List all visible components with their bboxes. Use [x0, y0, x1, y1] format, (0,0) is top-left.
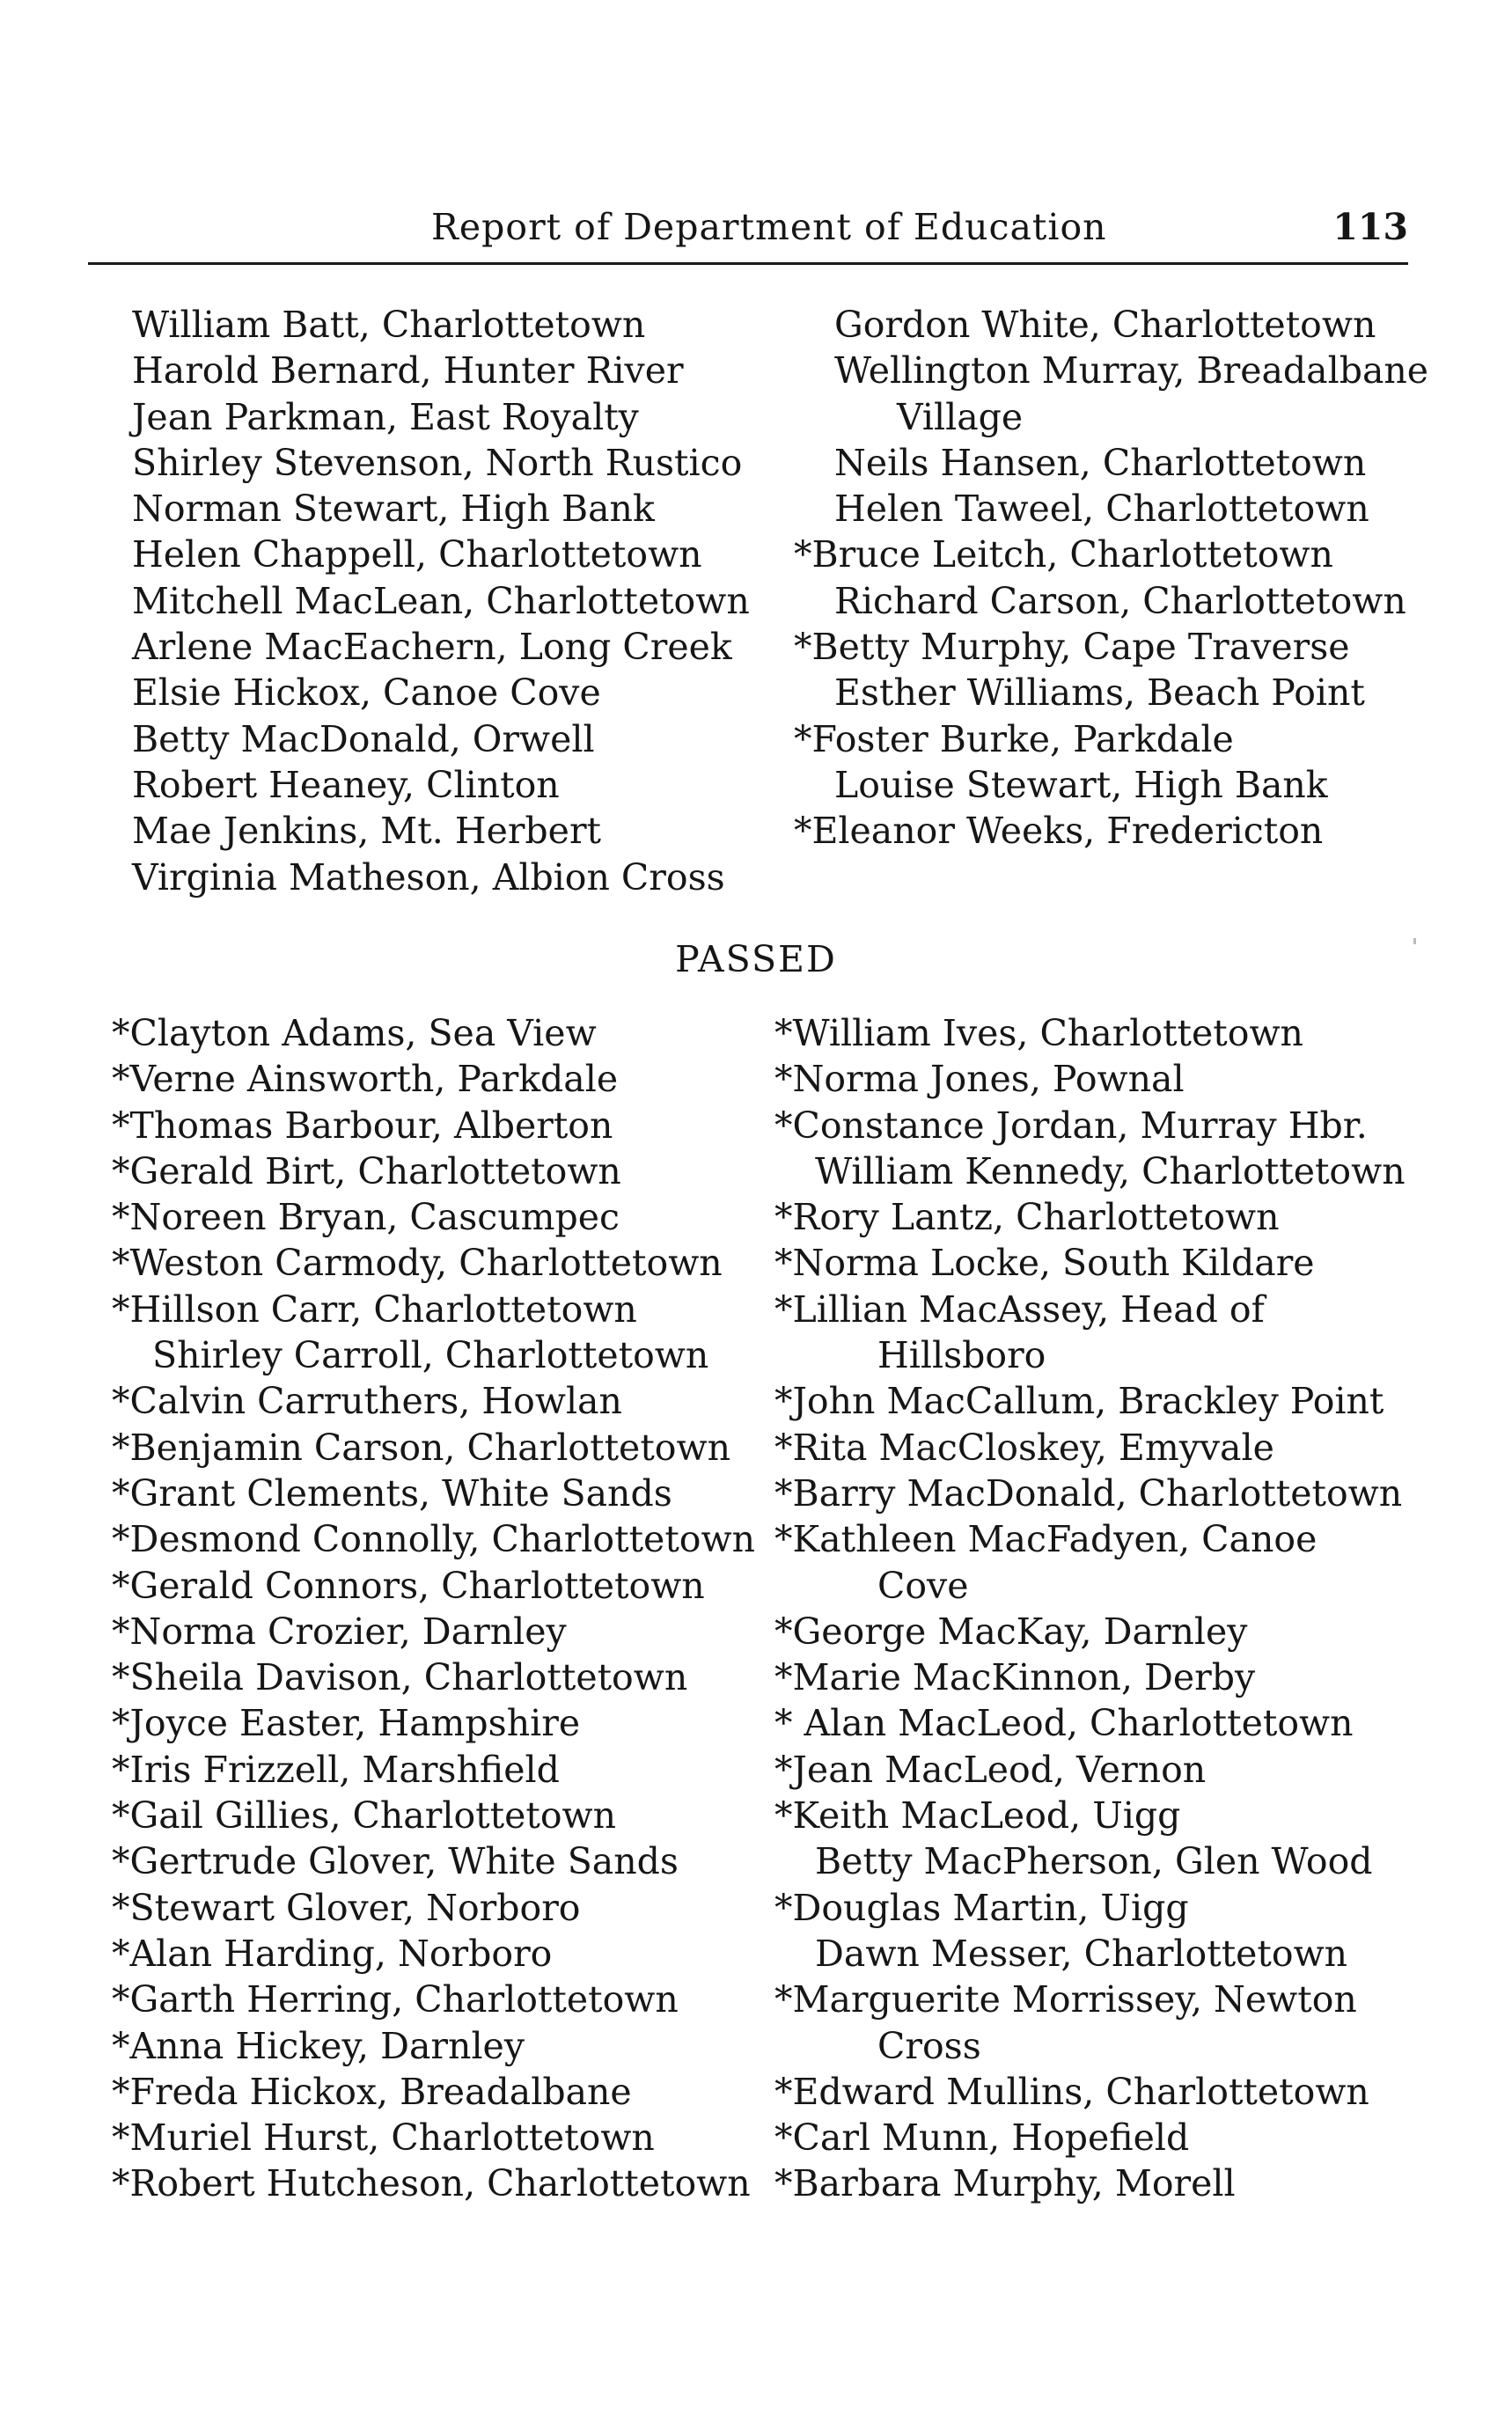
- page-number: 113: [1332, 206, 1408, 248]
- list-entry: Jean Parkman, East Royalty: [132, 395, 639, 438]
- list-entry: *Norma Crozier, Darnley: [112, 1610, 567, 1653]
- list-entry: Richard Carson, Charlottetown: [834, 579, 1406, 622]
- list-entry: *Norma Locke, South Kildare: [774, 1242, 1315, 1285]
- list-entry: *Benjamin Carson, Charlottetown: [112, 1426, 730, 1469]
- list-entry: *Rita MacCloskey, Emyvale: [774, 1426, 1274, 1469]
- list-entry: *Gerald Connors, Charlottetown: [112, 1564, 705, 1607]
- list-entry: *Verne Ainsworth, Parkdale: [112, 1058, 619, 1101]
- page-speck: [1413, 938, 1416, 944]
- list-entry: *Marguerite Morrissey, Newton: [774, 1978, 1357, 2021]
- list-entry: Betty MacPherson, Glen Wood: [815, 1840, 1373, 1883]
- list-entry: *Robert Hutcheson, Charlottetown: [112, 2162, 751, 2205]
- top-list-right-column: [794, 302, 1428, 855]
- list-entry: Helen Chappell, Charlottetown: [132, 533, 702, 576]
- list-entry-continuation: Hillsboro: [877, 1334, 1046, 1377]
- list-entry: Helen Taweel, Charlottetown: [834, 488, 1369, 531]
- list-entry: *Desmond Connolly, Charlottetown: [112, 1518, 755, 1561]
- list-entry: *Iris Frizzell, Marshfield: [112, 1748, 560, 1791]
- list-entry: *Keith MacLeod, Uigg: [774, 1794, 1181, 1838]
- list-entry: *Muriel Hurst, Charlottetown: [112, 2116, 655, 2160]
- list-entry: Norman Stewart, High Bank: [132, 488, 655, 531]
- list-entry: *John MacCallum, Brackley Point: [774, 1380, 1384, 1423]
- list-entry: *Noreen Bryan, Cascumpec: [112, 1196, 620, 1239]
- passed-heading: PASSED: [675, 938, 837, 980]
- list-entry: William Batt, Charlottetown: [132, 304, 646, 346]
- list-entry: William Kennedy, Charlottetown: [815, 1149, 1406, 1192]
- list-entry: *Douglas Martin, Uigg: [774, 1886, 1189, 1929]
- passed-list-left-column: [112, 1010, 755, 2207]
- list-entry: Mitchell MacLean, Charlottetown: [132, 579, 750, 622]
- list-entry: *Alan Harding, Norboro: [112, 1932, 553, 1975]
- list-entry: *William Ives, Charlottetown: [774, 1012, 1303, 1054]
- list-entry: *Calvin Carruthers, Howlan: [112, 1380, 622, 1423]
- list-entry: *Lillian MacAssey, Head of: [774, 1287, 1265, 1331]
- list-entry: *Clayton Adams, Sea View: [112, 1012, 597, 1054]
- list-entry: Mae Jenkins, Mt. Herbert: [132, 810, 602, 853]
- list-entry: Neils Hansen, Charlottetown: [834, 441, 1367, 484]
- list-entry: *Edward Mullins, Charlottetown: [774, 2070, 1369, 2113]
- list-entry: *Carl Munn, Hopefield: [774, 2116, 1190, 2160]
- list-entry: *Garth Herring, Charlottetown: [112, 1978, 679, 2021]
- top-list-left-column: [132, 302, 750, 900]
- list-entry: *Norma Jones, Pownal: [774, 1058, 1185, 1101]
- passed-list-right-column: [774, 1010, 1406, 2207]
- list-entry: *Stewart Glover, Norboro: [112, 1886, 581, 1929]
- list-entry: *Grant Clements, White Sands: [112, 1471, 672, 1515]
- list-entry: *George MacKay, Darnley: [774, 1610, 1248, 1653]
- list-entry: *Foster Burke, Parkdale: [794, 717, 1234, 760]
- list-entry: *Barry MacDonald, Charlottetown: [774, 1471, 1403, 1515]
- list-entry: Elsie Hickox, Canoe Cove: [132, 671, 601, 715]
- list-entry: Wellington Murray, Breadalbane: [834, 349, 1429, 392]
- list-entry: *Hillson Carr, Charlottetown: [112, 1287, 637, 1331]
- list-entry: *Constance Jordan, Murray Hbr.: [774, 1104, 1368, 1147]
- list-entry: *Rory Lantz, Charlottetown: [774, 1196, 1280, 1239]
- list-entry: Gordon White, Charlottetown: [834, 304, 1376, 346]
- list-entry: *Barbara Murphy, Morell: [774, 2162, 1236, 2205]
- list-entry: Esther Williams, Beach Point: [834, 671, 1365, 715]
- list-entry: Dawn Messer, Charlottetown: [815, 1932, 1348, 1975]
- list-entry: *Anna Hickey, Darnley: [112, 2024, 525, 2067]
- list-entry: *Jean MacLeod, Vernon: [774, 1748, 1207, 1791]
- list-entry: Harold Bernard, Hunter River: [132, 349, 684, 392]
- list-entry: *Gertrude Glover, White Sands: [112, 1840, 679, 1883]
- list-entry: *Freda Hickox, Breadalbane: [112, 2070, 632, 2113]
- list-entry-continuation: Village: [897, 395, 1024, 438]
- list-entry: *Weston Carmody, Charlottetown: [112, 1242, 723, 1285]
- running-header-title: Report of Department of Education: [431, 206, 1107, 248]
- list-entry: *Sheila Davison, Charlottetown: [112, 1656, 688, 1699]
- list-entry: *Eleanor Weeks, Fredericton: [794, 810, 1324, 853]
- list-entry: *Marie MacKinnon, Derby: [774, 1656, 1256, 1699]
- list-entry: *Gerald Birt, Charlottetown: [112, 1149, 621, 1192]
- list-entry: *Bruce Leitch, Charlottetown: [794, 533, 1333, 576]
- list-entry: Betty MacDonald, Orwell: [132, 717, 595, 760]
- list-entry: * Alan MacLeod, Charlottetown: [774, 1702, 1354, 1745]
- list-entry: *Kathleen MacFadyen, Canoe: [774, 1518, 1317, 1561]
- list-entry-continuation: Cove: [877, 1564, 969, 1607]
- list-entry: *Betty Murphy, Cape Traverse: [794, 626, 1350, 669]
- list-entry: Arlene MacEachern, Long Creek: [132, 626, 732, 669]
- list-entry: Louise Stewart, High Bank: [834, 763, 1328, 806]
- list-entry: *Thomas Barbour, Alberton: [112, 1104, 613, 1147]
- list-entry: Shirley Carroll, Charlottetown: [152, 1334, 709, 1377]
- list-entry: Virginia Matheson, Albion Cross: [132, 855, 725, 899]
- list-entry: *Gail Gillies, Charlottetown: [112, 1794, 617, 1838]
- list-entry-continuation: Cross: [877, 2024, 981, 2067]
- header-rule: [88, 262, 1408, 265]
- list-entry: Shirley Stevenson, North Rustico: [132, 441, 743, 484]
- list-entry: *Joyce Easter, Hampshire: [112, 1702, 581, 1745]
- list-entry: Robert Heaney, Clinton: [132, 763, 560, 806]
